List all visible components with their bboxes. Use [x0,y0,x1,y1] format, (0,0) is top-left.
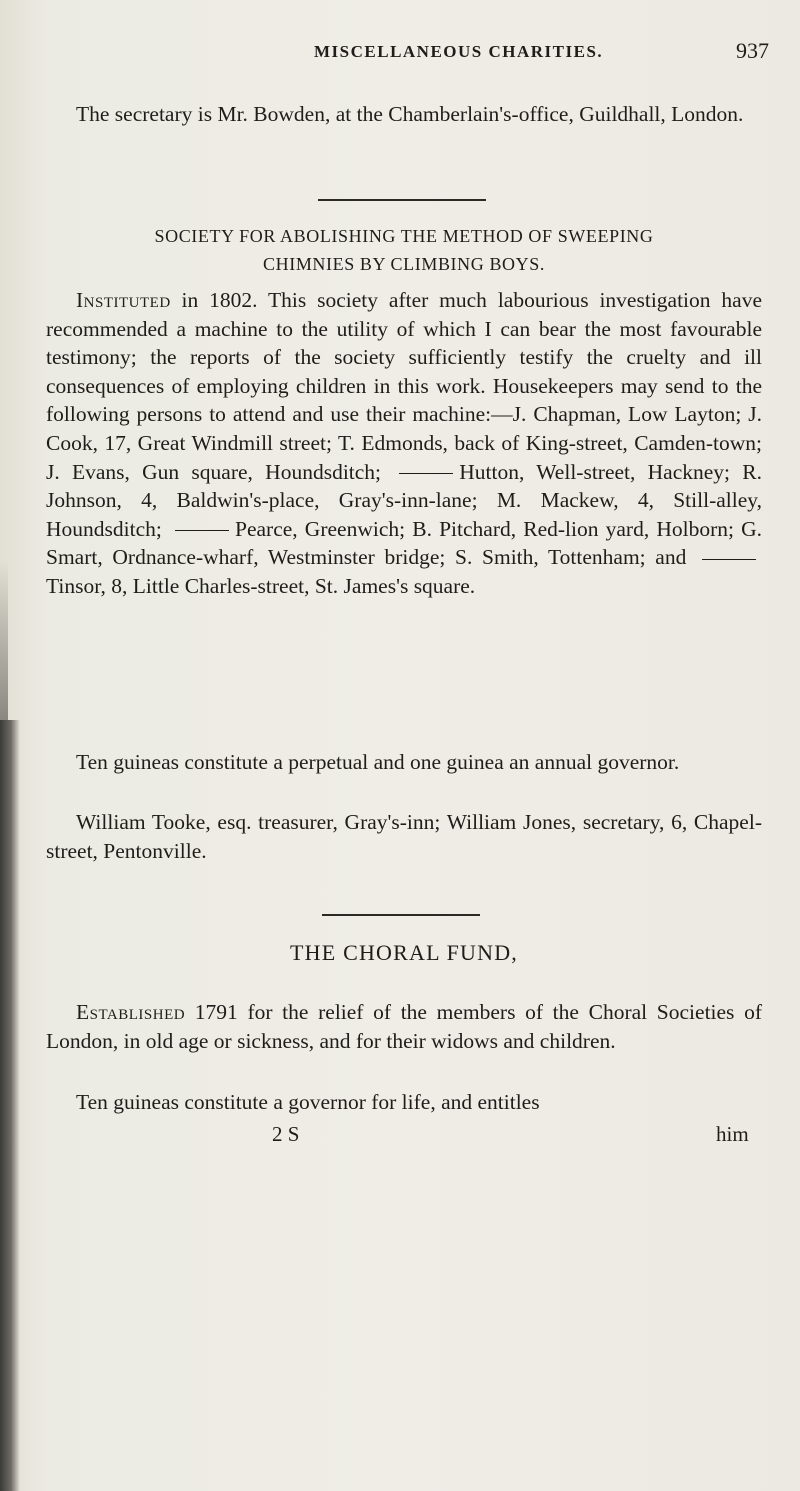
section-title [46,222,762,278]
paragraph-text: Pearce, Greenwich; B. Pitchard, Red-lion yard, Holborn; G. Smart, Ordnance-wharf, Westminster bridge; S. Smith, Tottenham; and [46,516,762,570]
page-footer [0,1122,800,1152]
section-title: THE CHORAL FUND, [290,940,518,965]
name-dash [399,473,453,474]
page-header [0,38,800,66]
choral-governor-paragraph: Ten guineas constitute a governor for life, and entitles [76,1090,540,1114]
paragraph-text: in 1802. This society after much labourious investigation have recommended a machine to the utility of which I can bear the most favourable testimony; the reports of the society sufficiently testify the cruelty and ill consequences of employing children in this work. Housekeepers may send to the following persons to attend and use their machine:—J. Chapman, Low Layton; J. Cook, 17, Great Windmill street; T. Edmonds, back of King-street, Camden-town; J. Evans, Gun square, Houndsditch; [46,288,763,484]
catchword: him [716,1122,749,1146]
paragraph-text: Hutton, Well-street, Hackney; R. Johnson, 4, Baldwin's-place, Gray's-inn-lane; M. Mackew, 4, Still-alley, Houndsditch; [46,459,762,541]
paragraph-text: Tinsor, 8, Little Charles-street, St. James's square. [46,573,476,598]
section-title-line: SOCIETY FOR ABOLISHING THE METHOD OF SWEEPING [154,226,654,246]
intro-paragraph: The secretary is Mr. Bowden, at the Chamberlain's-office, Guildhall, London. [76,102,744,126]
paragraph-text: 1791 for the relief of the members of the Choral Societies of London, in old age or sickness, and for their widows and children. [46,1000,762,1053]
lead-word: Established [76,1000,186,1024]
section-title-line: CHIMNIES BY CLIMBING BOYS. [263,254,545,274]
lead-word: Instituted [76,288,171,312]
name-dash [702,559,756,560]
page-gutter-shadow [0,560,8,720]
name-dash [175,530,229,531]
governor-paragraph: Ten guineas constitute a perpetual and one guinea an annual governor. [76,750,680,774]
signature-mark: 2 S [272,1122,300,1146]
section-divider [322,914,480,916]
book-spine-edge [0,720,20,1491]
page-number: 937 [736,38,769,63]
running-head: MISCELLANEOUS CHARITIES. [314,42,604,61]
society-paragraph [46,286,762,601]
officers-paragraph: William Tooke, esq. treasurer, Gray's-inn; William Jones, secretary, 6, Chapel-street, Pentonville. [46,810,762,863]
section-divider [318,199,486,201]
choral-paragraph [46,998,762,1055]
